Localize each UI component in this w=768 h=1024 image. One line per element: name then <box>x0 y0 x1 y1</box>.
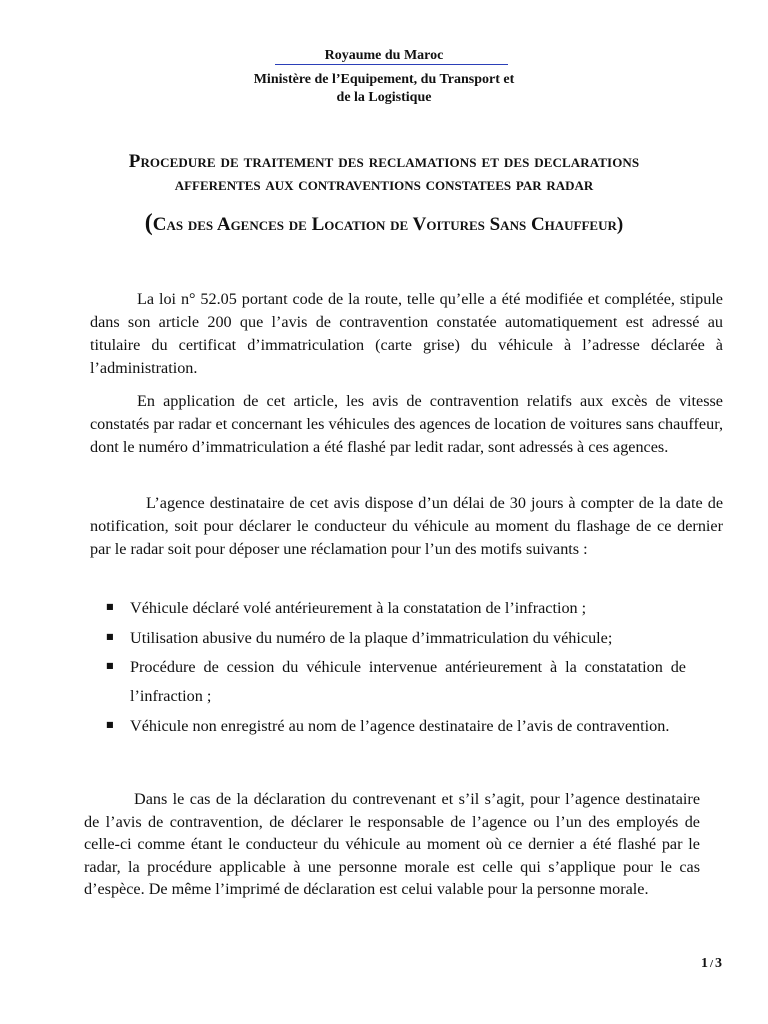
document-subtitle <box>0 210 768 237</box>
subtitle-text: Cas des Agences de Location de Voitures Sans Chauffeur) <box>152 214 624 235</box>
bullet-marker: ■ <box>106 661 114 670</box>
document-title-line-1: Procedure de traitement des reclamations et des declarations <box>128 151 640 172</box>
page-current: 1 <box>700 956 708 971</box>
kingdom-underline <box>275 64 508 65</box>
subtitle-open-paren: ( <box>144 210 153 236</box>
bullet-marker: ■ <box>106 602 114 611</box>
paragraph-1: La loi n° 52.05 portant code de la route, telle qu’elle a été modifiée et complétée, stipule dans son article 200 que l’avis de contravention constatée automatiquement est adressé au titulaire du certificat d’immatriculation (carte grise) du véhicule à l’adresse déclarée à l’administration. <box>90 290 723 377</box>
page-separator: / <box>709 958 713 970</box>
list-item-2: Utilisation abusive du numéro de la plaque d’immatriculation du véhicule; <box>130 629 613 647</box>
list-item-1: Véhicule déclaré volé antérieurement à la constatation de l’infraction ; <box>130 599 587 617</box>
paragraph-3: L’agence destinataire de cet avis dispose d’un délai de 30 jours à compter de la date de notification, soit pour déclarer le conducteur du véhicule au moment du flashage de ce dernier par le radar soit pour déposer une réclamation pour l’un des motifs suivants : <box>90 494 723 558</box>
paragraph-4: Dans le cas de la déclaration du contrevenant et s’il s’agit, pour l’agence destinataire de l’avis de contravention, de déclarer le responsable de l’agence ou l’un des employés de celle-ci comme étant le conducteur du véhicule au moment où ce dernier a été flashé par le radar, la procédure applicable à une personne morale est celle qui s’applique pour le cas d’espèce. De même l’imprimé de déclaration est celui valable pour la personne morale. <box>84 790 700 898</box>
bullet-marker: ■ <box>106 720 114 729</box>
page-total: 3 <box>715 956 722 971</box>
kingdom-title: Royaume du Maroc <box>324 48 444 63</box>
list-item-3: Procédure de cession du véhicule intervenue antérieurement à la constatation de l’infraction ; <box>130 658 686 705</box>
ministry-line-1: Ministère de l’Equipement, du Transport et <box>253 72 515 87</box>
ministry-line-2: de la Logistique <box>336 90 432 105</box>
page-number <box>640 956 722 972</box>
document-title-line-2: afferentes aux contraventions constatees par radar <box>174 174 594 195</box>
paragraph-2: En application de cet article, les avis de contravention relatifs aux excès de vitesse constatés par radar et concernant les véhicules des agences de location de voitures sans chauffeur, dont le numéro d’immatriculation a été flashé par ledit radar, sont adressés à ces agences. <box>90 392 723 456</box>
list-item-4: Véhicule non enregistré au nom de l’agence destinataire de l’avis de contravention. <box>130 717 670 735</box>
bullet-marker: ■ <box>106 632 114 641</box>
